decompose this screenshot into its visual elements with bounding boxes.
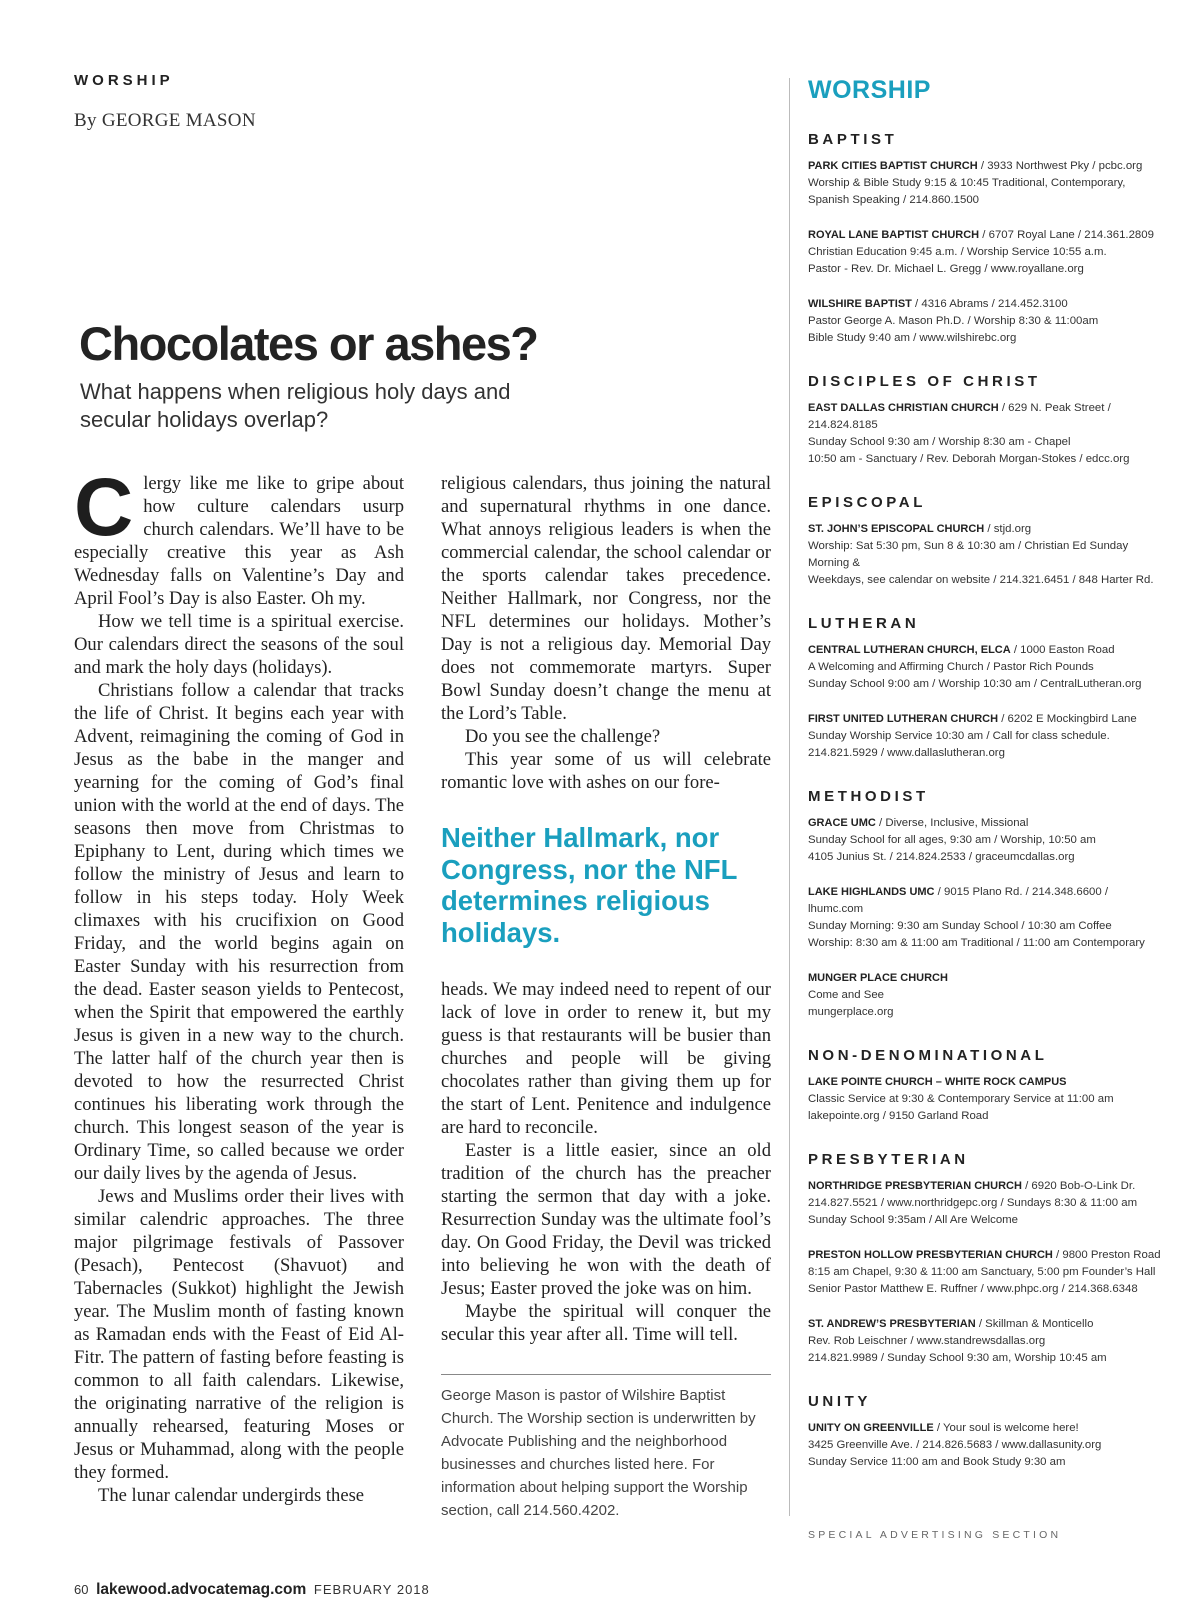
article-paragraph: The lunar calendar undergirds these — [98, 1485, 365, 1506]
footer-site: lakewood.advocatemag.com — [96, 1581, 307, 1598]
church-detail: / Skillman & Monticello — [975, 1318, 1094, 1330]
church-listing — [808, 1247, 1166, 1298]
church-detail: / Your soul is welcome here! — [933, 1422, 1079, 1434]
article-column-middle-continued — [441, 978, 771, 1346]
church-detail: Worship: Sat 5:30 pm, Sun 8 & 10:30 am / Christian Ed Sunday Morning & — [808, 540, 1129, 569]
denomination-section — [808, 1047, 1166, 1125]
advertising-label: SPECIAL ADVERTISING SECTION — [808, 1529, 1062, 1541]
church-detail: 4105 Junius St. / 214.824.2533 / graceumcdallas.org — [808, 851, 1075, 863]
page-number: 60 — [74, 1582, 89, 1597]
denomination-title: UNITY — [808, 1393, 871, 1410]
church-name: ST. ANDREW’S PRESBYTERIAN — [808, 1318, 976, 1330]
article-column-middle — [441, 472, 771, 794]
church-detail: Sunday Morning: 9:30 am Sunday School / 10:30 am Coffee — [808, 920, 1112, 932]
denomination-section — [808, 615, 1166, 762]
church-detail: / 1000 Easton Road — [1010, 644, 1115, 656]
article-paragraph: Christians follow a calendar that tracks the life of Christ. It begins each year with Advent, reimagining the coming of God in Jesus as the babe in the manger and yearning for the coming of God’s final union with the world at the end of days. The seasons then move from Christmas to Epiphany to Lent, during which times we follow the ministry of Jesus and learn to follow in his steps today. Holy Week climaxes with his crucifixion on Good Friday, and the world begins again on Easter Sunday with his resurrection from the dead. Easter season yields to Pentecost, when the Spirit that empowered the earthly Jesus is given in a new way to the church. The latter half of the church year then is devoted to how the resurrected Christ continues his liberating work through the church. This longest season of the year is Ordinary Time, so called because we order our daily lives by the agenda of Jesus. — [74, 680, 404, 1184]
article-paragraph: Maybe the spiritual will conquer the secular this year after all. Time will tell. — [441, 1301, 771, 1345]
church-detail: Come and See — [808, 989, 884, 1001]
church-listing — [808, 642, 1166, 693]
drop-cap: C — [74, 462, 134, 553]
church-detail: A Welcoming and Affirming Church / Pastor Rich Pounds — [808, 661, 1094, 673]
church-detail: Spanish Speaking / 214.860.1500 — [808, 194, 979, 206]
church-detail: 8:15 am Chapel, 9:30 & 11:00 am Sanctuary, 5:00 pm Founder’s Hall — [808, 1266, 1156, 1278]
church-name: ST. JOHN’S EPISCOPAL CHURCH — [808, 523, 985, 535]
article-paragraph: Easter is a little easier, since an old tradition of the church has the preacher starting the sermon that day with a joke. Resurrection Sunday was the ultimate fool’s day. On Good Friday, the Devil was tricked into believing he won with the death of Jesus; Easter proved the joke was on him. — [441, 1140, 771, 1299]
church-listing — [808, 400, 1166, 468]
church-listing — [808, 884, 1166, 952]
article-title: Chocolates or ashes? — [79, 317, 538, 370]
church-detail: Sunday School 9:00 am / Worship 10:30 am / CentralLutheran.org — [808, 678, 1142, 690]
article-paragraph: Do you see the challenge? — [465, 726, 661, 747]
denomination-section — [808, 494, 1166, 589]
church-listing — [808, 1316, 1166, 1367]
church-name: NORTHRIDGE PRESBYTERIAN CHURCH — [808, 1180, 1022, 1192]
church-listing — [808, 521, 1166, 589]
denomination-section — [808, 373, 1166, 468]
church-detail: Senior Pastor Matthew E. Ruffner / www.phpc.org / 214.368.6348 — [808, 1283, 1138, 1295]
church-detail: Weekdays, see calendar on website / 214.321.6451 / 848 Harter Rd. — [808, 574, 1154, 586]
church-detail: lakepointe.org / 9150 Garland Road — [808, 1110, 989, 1122]
church-detail: 214.827.5521 / www.northridgepc.org / Sundays 8:30 & 11:00 am — [808, 1197, 1138, 1209]
church-detail: Christian Education 9:45 a.m. / Worship Service 10:55 a.m. — [808, 246, 1107, 258]
sidebar-divider — [789, 78, 790, 1516]
article-paragraph: Clergy like me like to gripe about how culture calendars usurp church calendars. We’ll have to be especially creative this year as Ash Wednesday falls on Valentine’s Day and April Fool’s Day is also Easter. Oh my. — [74, 462, 404, 609]
article-paragraph: This year some of us will celebrate romantic love with ashes on our fore- — [441, 749, 771, 793]
church-detail: / 4316 Abrams / 214.452.3100 — [911, 298, 1068, 310]
bio-divider — [441, 1374, 771, 1375]
church-name: MUNGER PLACE CHURCH — [808, 972, 948, 984]
article-deck: What happens when religious holy days and secular holidays overlap? — [80, 379, 511, 432]
church-detail: / 9800 Preston Road — [1052, 1249, 1161, 1261]
church-listing — [808, 970, 1166, 1021]
church-detail: 214.821.9989 / Sunday School 9:30 am, Worship 10:45 am — [808, 1352, 1107, 1364]
church-name: WILSHIRE BAPTIST — [808, 298, 912, 310]
directory-title: WORSHIP — [808, 76, 931, 104]
author-bio: George Mason is pastor of Wilshire Baptist Church. The Worship section is underwritten by Advocate Publishing and the neighborhood businesses and churches listed here. For information about helping support the Worship section, call 214.560.4202. — [441, 1387, 756, 1519]
denomination-section — [808, 131, 1166, 347]
church-detail: 10:50 am - Sanctuary / Rev. Deborah Morgan-Stokes / edcc.org — [808, 453, 1130, 465]
church-listing — [808, 815, 1166, 866]
church-name: ROYAL LANE BAPTIST CHURCH — [808, 229, 980, 241]
church-detail: / stjd.org — [984, 523, 1032, 535]
worship-directory — [808, 76, 1166, 1497]
church-name: PRESTON HOLLOW PRESBYTERIAN CHURCH — [808, 1249, 1053, 1261]
church-detail: 3425 Greenville Ave. / 214.826.5683 / www.dallasunity.org — [808, 1439, 1102, 1451]
denomination-section — [808, 1393, 1166, 1471]
church-detail: / 6707 Royal Lane / 214.361.2809 — [979, 229, 1154, 241]
pull-quote: Neither Hallmark, nor Congress, nor the NFL determines religious holidays. — [441, 822, 737, 948]
church-detail: / Diverse, Inclusive, Missional — [875, 817, 1029, 829]
church-detail: Pastor - Rev. Dr. Michael L. Gregg / www.royallane.org — [808, 263, 1084, 275]
section-label: WORSHIP — [74, 72, 174, 89]
church-name: PARK CITIES BAPTIST CHURCH — [808, 160, 978, 172]
denomination-title: DISCIPLES OF CHRIST — [808, 373, 1041, 390]
denomination-section — [808, 788, 1166, 1021]
church-detail: / 6920 Bob-O-Link Dr. — [1021, 1180, 1136, 1192]
church-listing — [808, 227, 1166, 278]
church-name: UNITY ON GREENVILLE — [808, 1422, 934, 1434]
denomination-list — [808, 131, 1166, 1471]
church-name: LAKE POINTE CHURCH – WHITE ROCK CAMPUS — [808, 1076, 1067, 1088]
church-listing — [808, 158, 1166, 209]
denomination-title: BAPTIST — [808, 131, 898, 148]
denomination-title: METHODIST — [808, 788, 929, 805]
church-detail: 214.821.5929 / www.dallaslutheran.org — [808, 747, 1005, 759]
denomination-title: NON-DENOMINATIONAL — [808, 1047, 1048, 1064]
article-paragraph: How we tell time is a spiritual exercise. Our calendars direct the seasons of the soul and mark the holy days (holidays). — [74, 611, 404, 678]
denomination-section — [808, 1151, 1166, 1367]
denomination-title: EPISCOPAL — [808, 494, 926, 511]
church-detail: Sunday School 9:30 am / Worship 8:30 am - Chapel — [808, 436, 1071, 448]
denomination-title: PRESBYTERIAN — [808, 1151, 969, 1168]
church-name: LAKE HIGHLANDS UMC — [808, 886, 935, 898]
church-detail: / 3933 Northwest Pky / pcbc.org — [977, 160, 1143, 172]
church-name: CENTRAL LUTHERAN CHURCH, ELCA — [808, 644, 1011, 656]
byline: By GEORGE MASON — [74, 110, 256, 131]
page-footer — [74, 1581, 430, 1599]
church-detail: Worship: 8:30 am & 11:00 am Traditional / 11:00 am Contemporary — [808, 937, 1145, 949]
church-name: FIRST UNITED LUTHERAN CHURCH — [808, 713, 999, 725]
church-detail: Sunday Service 11:00 am and Book Study 9:30 am — [808, 1456, 1066, 1468]
church-listing — [808, 1074, 1166, 1125]
church-detail: Rev. Rob Leischner / www.standrewsdallas.org — [808, 1335, 1046, 1347]
church-detail: mungerplace.org — [808, 1006, 894, 1018]
article-paragraph: heads. We may indeed need to repent of our lack of love in order to renew it, but my guess is that restaurants will be busier than churches and people will be giving chocolates rather than giving them up for the start of Lent. Penitence and indulgence are hard to reconcile. — [441, 979, 771, 1138]
church-listing — [808, 1178, 1166, 1229]
church-detail: Sunday School 9:35am / All Are Welcome — [808, 1214, 1018, 1226]
church-name: EAST DALLAS CHRISTIAN CHURCH — [808, 402, 999, 414]
church-listing — [808, 296, 1166, 347]
church-detail: / 9015 Plano Rd. / 214.348.6600 / lhumc.com — [808, 886, 1109, 915]
church-listing — [808, 711, 1166, 762]
church-detail: / 6202 E Mockingbird Lane — [998, 713, 1137, 725]
church-listing — [808, 1420, 1166, 1471]
denomination-title: LUTHERAN — [808, 615, 920, 632]
article-paragraph: Jews and Muslims order their lives with similar calendric approaches. The three major pilgrimage festivals of Passover (Pesach), Pentecost (Shavuot) and Tabernacles (Sukkot) highlight the Jewish year. The Muslim month of fasting known as Ramadan ends with the Feast of Eid Al-Fitr. The pattern of fasting before feasting is common to all faith calendars. Likewise, the originating narrative of the religion is annually rehearsed, featuring Moses or Jesus or Muhammad, along with the people they formed. — [74, 1186, 404, 1483]
article-paragraph: religious calendars, thus joining the natural and supernatural rhythms in one dance. What annoys religious leaders is when the commercial calendar, the school calendar or the sports calendar takes precedence. Neither Hallmark, nor Congress, nor the NFL determines our holidays. Mother’s Day is not a religious day. Memorial Day does not commemorate martyrs. Super Bowl Sunday doesn’t change the menu at the Lord’s Table. — [441, 473, 771, 724]
church-detail: Bible Study 9:40 am / www.wilshirebc.org — [808, 332, 1017, 344]
church-name: GRACE UMC — [808, 817, 876, 829]
church-detail: Pastor George A. Mason Ph.D. / Worship 8:30 & 11:00am — [808, 315, 1099, 327]
church-detail: Worship & Bible Study 9:15 & 10:45 Traditional, Contemporary, — [808, 177, 1126, 189]
footer-date: FEBRUARY 2018 — [313, 1582, 430, 1597]
church-detail: Sunday School for all ages, 9:30 am / Worship, 10:50 am — [808, 834, 1096, 846]
church-detail: Sunday Worship Service 10:30 am / Call for class schedule. — [808, 730, 1110, 742]
article-column-left — [74, 462, 404, 1507]
church-detail: Classic Service at 9:30 & Contemporary Service at 11:00 am — [808, 1093, 1114, 1105]
church-detail: / 629 N. Peak Street / 214.824.8185 — [808, 402, 1111, 431]
